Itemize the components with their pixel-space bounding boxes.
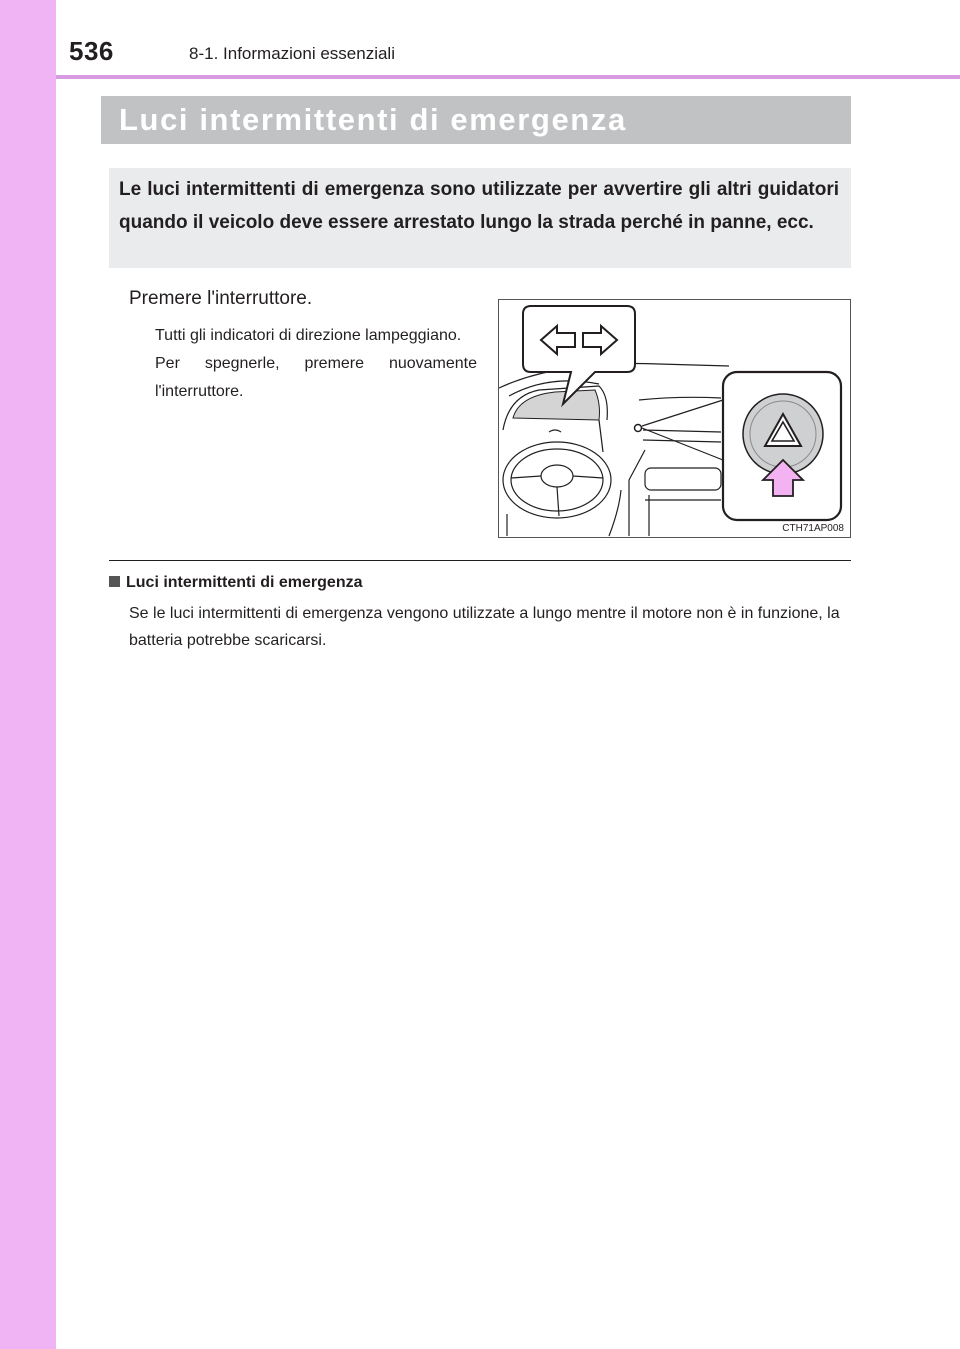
header-rule xyxy=(56,75,960,79)
section-divider xyxy=(109,560,851,561)
intro-box xyxy=(109,168,851,268)
dashboard-figure xyxy=(498,299,851,538)
step-instruction: Premere l'interruttore. xyxy=(129,288,313,309)
turn-signal-bubble xyxy=(523,306,635,404)
page-number: 536 xyxy=(69,36,114,66)
figure-code: CTH71AP008 xyxy=(782,523,844,534)
section-title-bar xyxy=(101,96,851,144)
square-bullet-icon xyxy=(109,576,120,587)
note-heading-text: Luci intermittenti di emergenza xyxy=(126,574,363,591)
section-title: Luci intermittenti di emergenza xyxy=(119,102,627,137)
dashboard-illustration xyxy=(499,300,850,537)
step-details xyxy=(155,322,477,406)
intro-text: Le luci intermittenti di emergenza sono utilizzate per avvertire gli altri guidatori quando il veicolo deve essere arrestato lungo la strada perché in panne, ecc. xyxy=(119,179,839,233)
note-body: Se le luci intermittenti di emergenza vengono utilizzate a lungo mentre il motore non è in funzione, la batteria potrebbe scaricarsi. xyxy=(129,605,840,649)
note-heading xyxy=(109,574,362,592)
switch-location-dot xyxy=(635,425,642,432)
chapter-title: 8-1. Informazioni essenziali xyxy=(189,44,395,63)
step-detail-1: Tutti gli indicatori di direzione lampeggiano. xyxy=(155,327,462,344)
step-detail-2: Per spegnerle, premere nuovamente l'interruttore. xyxy=(155,355,477,400)
side-color-bar xyxy=(0,0,56,1349)
